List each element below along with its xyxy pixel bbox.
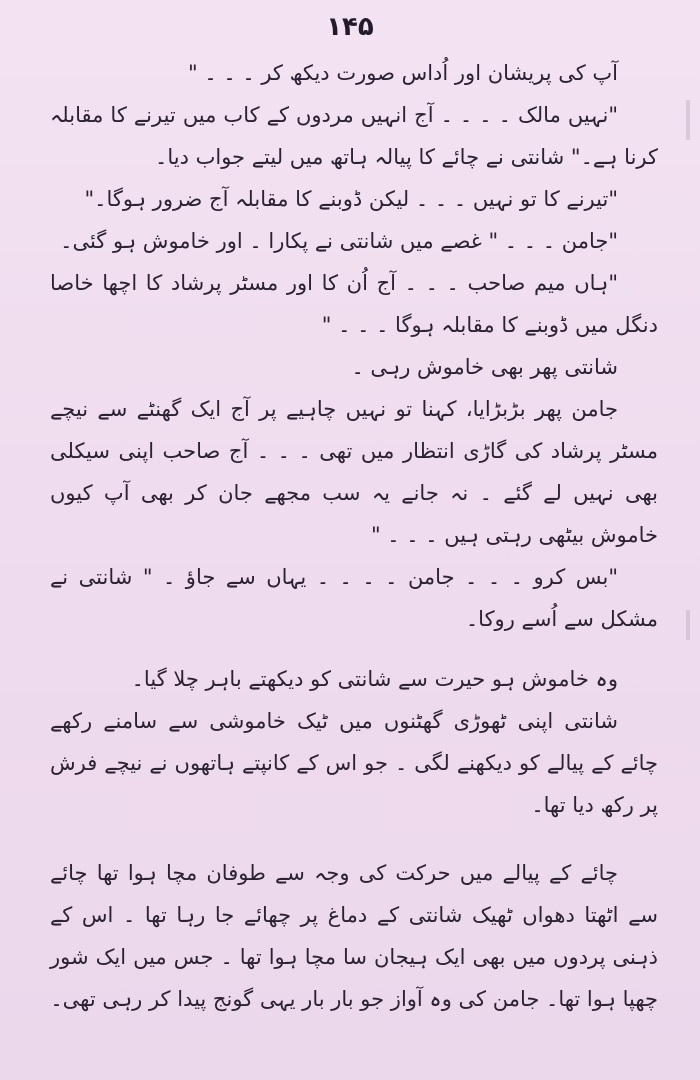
paragraph: "نہیں مالک ۔ ۔ ۔ ۔ آج انہیں مردوں کے کاب میں تیرنے کا مقابلہ کرنا ہے۔" شانتی نے چائے کا پیالہ ہاتھ میں لیتے جواب دیا۔ (50, 103, 658, 169)
margin-mark (686, 610, 690, 640)
paragraph: چائے کے پیالے میں حرکت کی وجہ سے طوفان مچا ہوا تھا چائے سے اٹھتا دھواں ٹھیک شانتی کے دماغ پر چھائے جا رہا تھا ۔ اس کے ذہنی پردوں میں بھی ایک ہیجان سا مچا ہوا تھا ۔ جس میں ایک شور چھپا ہوا تھا۔ جامن کی وہ آواز جو بار بار یہی گونج پیدا کر رہی تھی۔ (50, 861, 658, 1011)
paragraph: "ہاں میم صاحب ۔ ۔ ۔ آج اُن کا اور مسٹر پرشاد کا اچھا خاصا دنگل میں ڈوبنے کا مقابلہ ہوگا ۔ ۔ ۔ " (50, 271, 658, 337)
margin-mark (686, 100, 690, 140)
paragraph: جامن پھر بڑبڑایا، کہنا تو نہیں چاہیے پر آج ایک گھنٹے سے نیچے مسٹر پرشاد کی گاڑی انتظار میں تھی ۔ ۔ ۔ آج صاحب اپنی سیکلی بھی نہیں لے گئے ۔ نہ جانے یہ سب مجھے جان کر بھی آپ کیوں خاموش بیٹھی رہتی ہیں ۔ ۔ ۔ " (50, 397, 658, 547)
paragraph: شانتی اپنی ٹھوڑی گھٹنوں میں ٹیک خاموشی سے سامنے رکھے چائے کے پیالے کو دیکھنے لگی ۔ جو اس کے کانپتے ہاتھوں نے نیچے فرش پر رکھ دیا تھا۔ (50, 709, 658, 817)
paragraph: شانتی پھر بھی خاموش رہی ۔ (351, 355, 618, 379)
paragraph: آپ کی پریشان اور اُداس صورت دیکھ کر ۔ ۔ ۔ " (188, 61, 618, 85)
paragraph: وہ خاموش ہو حیرت سے شانتی کو دیکھتے باہر چلا گیا۔ (131, 667, 618, 691)
page-number: ۱۴۵ (326, 12, 374, 42)
page-text (50, 52, 658, 1020)
paragraph: "بس کرو ۔ ۔ ۔ جامن ۔ ۔ ۔ ۔ یہاں سے جاؤ ۔ " شانتی نے مشکل سے اُسے روکا۔ (50, 565, 658, 631)
paragraph: "جامن ۔ ۔ ۔ " غصے میں شانتی نے پکارا ۔ اور خاموش ہو گئی۔ (60, 229, 618, 253)
paragraph: "تیرنے کا تو نہیں ۔ ۔ ۔ لیکن ڈوبنے کا مقابلہ آج ضرور ہوگا۔" (84, 187, 618, 211)
